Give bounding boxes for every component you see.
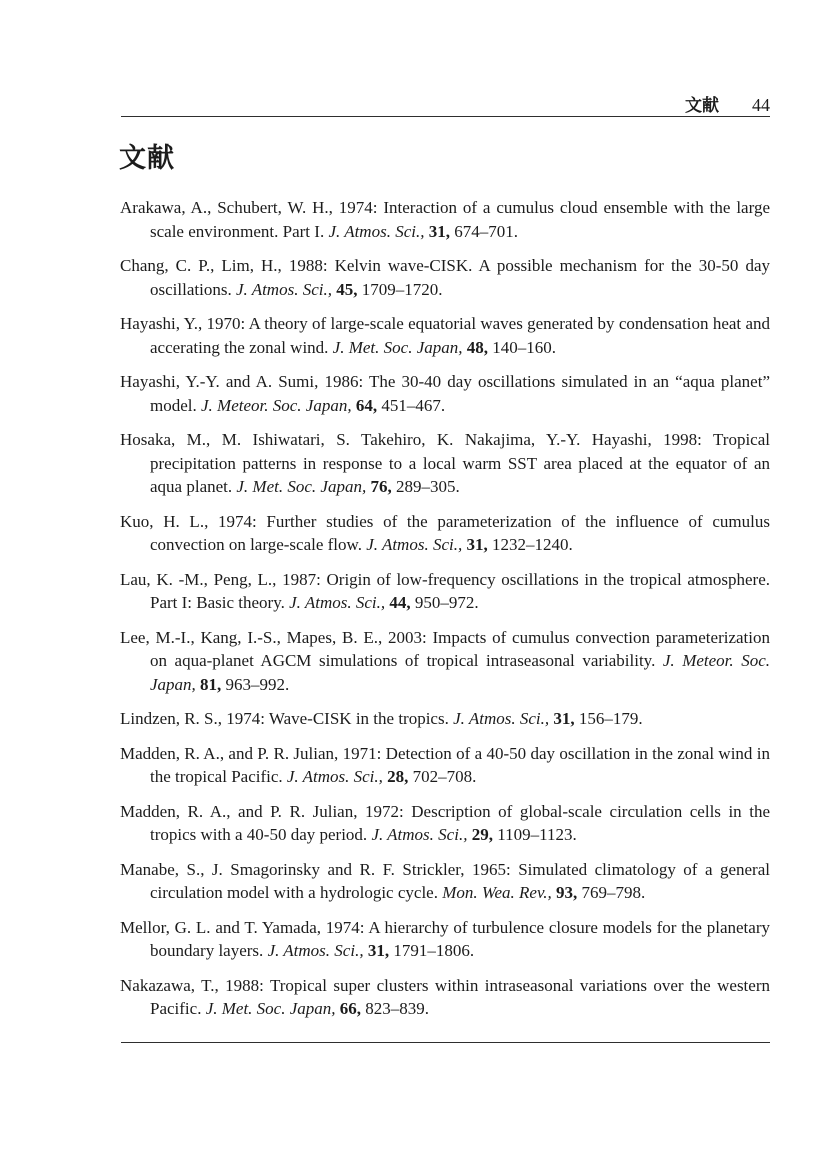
reference-text: 963–992. <box>221 674 290 694</box>
reference-text: Lee, M.-I., Kang, I.-S., Mapes, B. E., 2003: Impacts of cumulus convection parameterization on aqua-planet AGCM simulations of tropical intraseasonal variability. <box>120 627 770 670</box>
reference-text: Lindzen, R. S., 1974: Wave-CISK in the tropics. <box>120 709 454 728</box>
journal-name: J. Atmos. Sci., <box>453 709 550 728</box>
volume-number: 31, <box>466 535 488 554</box>
journal-name: J. Atmos. Sci., <box>328 221 425 241</box>
reference-item <box>120 742 770 789</box>
reference-item <box>120 707 770 731</box>
journal-name: J. Meteor. Soc. Japan, <box>201 395 352 415</box>
reference-text: 156–179. <box>574 709 643 728</box>
volume-number: 66, <box>339 999 362 1018</box>
header-rule <box>121 116 770 117</box>
reference-item <box>120 510 770 557</box>
reference-text: 823–839. <box>361 999 430 1018</box>
journal-name: J. Meteor. Soc. Japan, <box>150 651 770 694</box>
journal-name: J. Met. Soc. Japan, <box>205 999 336 1018</box>
reference-text: Chang, C. P., Lim, H., 1988: Kelvin wave-CISK. A possible mechanism for the 30-50 day oscillations. <box>120 256 770 299</box>
volume-number: 31, <box>367 941 390 960</box>
journal-name: J. Met. Soc. Japan, <box>332 337 463 357</box>
reference-text: Mellor, G. L. and T. Yamada, 1974: A hierarchy of turbulence closure models for the planetary boundary layers. <box>120 917 770 960</box>
reference-text: Madden, R. A., and P. R. Julian, 1972: Description of global-scale circulation cells in the tropics with a 40-50 day period. <box>120 801 770 844</box>
reference-item <box>120 916 770 963</box>
reference-text: 769–798. <box>577 883 646 902</box>
journal-name: J. Atmos. Sci., <box>289 593 386 612</box>
reference-item <box>120 254 770 301</box>
reference-text: 674–701. <box>449 221 518 241</box>
reference-text: Lau, K. -M., Peng, L., 1987: Origin of low-frequency oscillations in the tropical atmosphere. Part I: Basic theory. <box>120 569 770 612</box>
reference-text: Nakazawa, T., 1988: Tropical super clusters within intraseasonal variations over the western Pacific. <box>120 975 770 1018</box>
reference-text: 1109–1123. <box>492 825 577 844</box>
reference-item <box>120 428 770 499</box>
reference-item <box>120 196 770 243</box>
reference-text: 1791–1806. <box>389 941 475 960</box>
reference-item <box>120 370 770 417</box>
reference-item <box>120 800 770 847</box>
volume-number: 93, <box>556 883 578 902</box>
reference-item <box>120 858 770 905</box>
reference-text: 1232–1240. <box>487 535 573 554</box>
journal-name: J. Atmos. Sci., <box>371 825 468 844</box>
volume-number: 64, <box>355 395 378 415</box>
reference-text: Madden, R. A., and P. R. Julian, 1971: Detection of a 40-50 day oscillation in the zonal wind in the tropical Pacific. <box>120 743 770 786</box>
header-page-number: 44 <box>752 95 770 115</box>
header-section-label: 文献 <box>685 96 719 115</box>
chapter-title: 文献 <box>119 143 175 173</box>
reference-text: 451–467. <box>377 395 446 415</box>
volume-number: 31, <box>428 221 450 241</box>
volume-number: 29, <box>471 825 493 844</box>
reference-text: 289–305. <box>391 477 460 496</box>
volume-number: 31, <box>553 709 575 728</box>
reference-item <box>120 626 770 697</box>
volume-number: 48, <box>466 337 488 357</box>
footer-rule <box>121 1042 770 1043</box>
volume-number: 76, <box>370 477 392 496</box>
journal-name: J. Atmos. Sci., <box>286 767 383 786</box>
reference-text: Hayashi, Y., 1970: A theory of large-scale equatorial waves generated by condensation heat and accerating the zonal wind. <box>120 314 770 357</box>
journal-name: Mon. Wea. Rev., <box>442 883 552 902</box>
reference-text: 1709–1720. <box>357 279 443 299</box>
volume-number: 28, <box>387 767 409 786</box>
reference-text: 702–708. <box>408 767 477 786</box>
volume-number: 45, <box>336 279 358 299</box>
reference-text: Kuo, H. L., 1974: Further studies of the parameterization of the influence of cumulus convection on large-scale flow. <box>120 511 770 554</box>
journal-name: J. Met. Soc. Japan, <box>236 477 367 496</box>
reference-text: 140–160. <box>488 337 556 357</box>
journal-name: J. Atmos. Sci., <box>267 941 364 960</box>
reference-item <box>120 568 770 615</box>
volume-number: 44, <box>389 593 411 612</box>
journal-name: J. Atmos. Sci., <box>235 279 332 299</box>
reference-list <box>120 196 770 1032</box>
reference-text: Hayashi, Y.-Y. and A. Sumi, 1986: The 30-40 day oscillations simulated in an “aqua planet” model. <box>120 372 770 415</box>
reference-item <box>120 312 770 359</box>
reference-text: 950–972. <box>410 593 479 612</box>
reference-text: Manabe, S., J. Smagorinsky and R. F. Strickler, 1965: Simulated climatology of a general circulation model with a hydrologic cycle. <box>120 859 770 902</box>
running-header <box>685 91 770 116</box>
reference-text: Hosaka, M., M. Ishiwatari, S. Takehiro, K. Nakajima, Y.-Y. Hayashi, 1998: Tropical precipitation patterns in response to a local warm SST area placed at the equator of an aqua planet. <box>120 430 770 496</box>
reference-item <box>120 974 770 1021</box>
journal-name: J. Atmos. Sci., <box>366 535 463 554</box>
volume-number: 81, <box>200 674 222 694</box>
reference-text: Arakawa, A., Schubert, W. H., 1974: Interaction of a cumulus cloud ensemble with the large scale environment. Part I. <box>120 198 770 241</box>
